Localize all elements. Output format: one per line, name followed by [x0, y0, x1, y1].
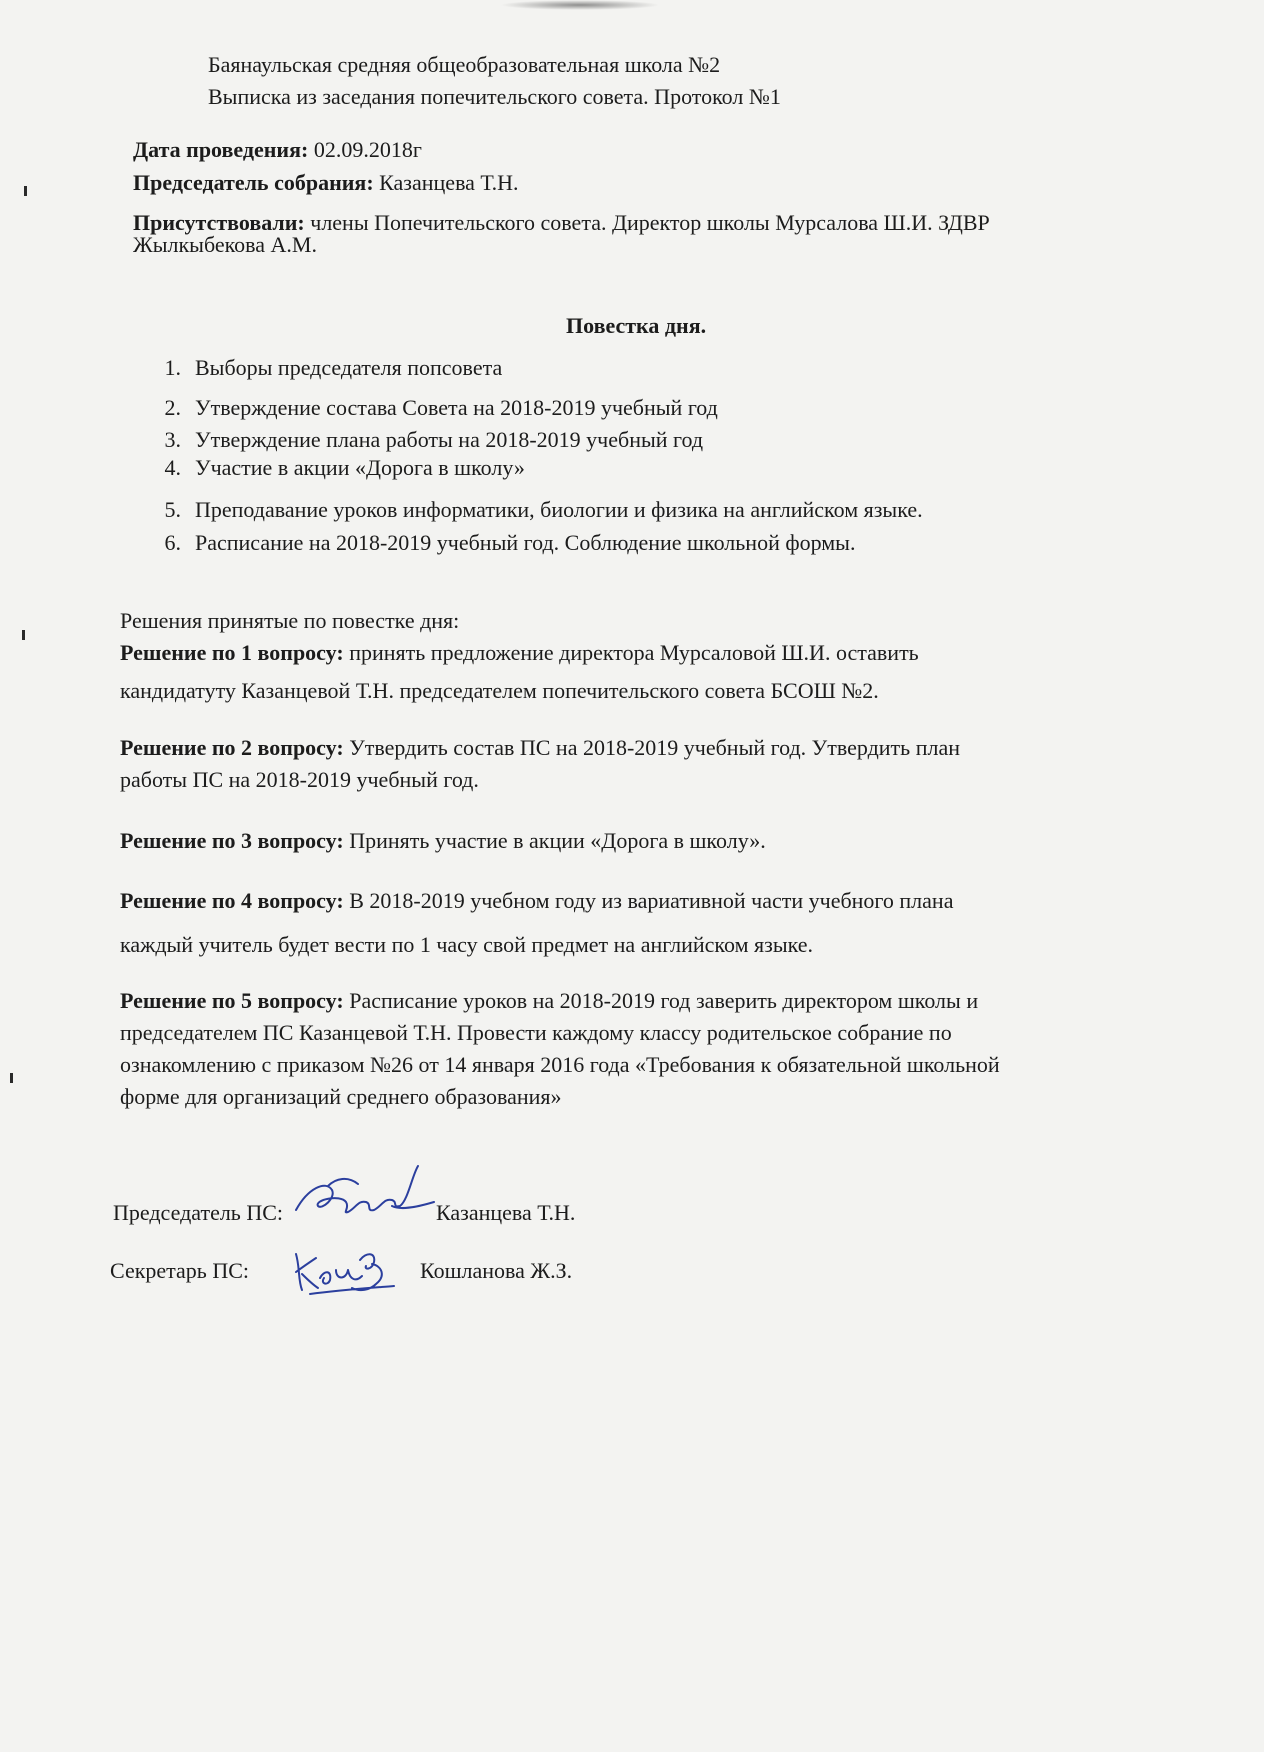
decision-5 [120, 988, 978, 1014]
date-label: Дата проведения: [133, 137, 309, 162]
decision-text: Принять участие в акции «Дорога в школу». [343, 828, 766, 853]
agenda-item-text: Утверждение состава Совета на 2018-2019 учебный год [195, 395, 718, 420]
decision-label: Решение по 1 вопросу: [120, 640, 344, 665]
decision-label: Решение по 5 вопросу: [120, 988, 344, 1013]
agenda-item-text: Участие в акции «Дорога в школу» [195, 455, 525, 480]
agenda-title: Повестка дня. [566, 313, 707, 338]
decision-label: Решение по 2 вопросу: [120, 735, 344, 760]
chair-name: Казанцева Т.Н. [436, 1200, 576, 1225]
agenda-item-number: 1. [164, 355, 181, 380]
meeting-date [133, 137, 422, 163]
chair-role: Председатель ПС: [113, 1200, 284, 1225]
date-value: 02.09.2018г [308, 137, 422, 162]
scan-mark [24, 186, 27, 196]
decision-text: Утвердить состав ПС на 2018-2019 учебный год. Утвердить план [343, 735, 960, 760]
agenda-item-number: 6. [164, 530, 181, 555]
decisions-intro: Решения принятые по повестке дня: [120, 608, 460, 633]
secretary-signature-image [290, 1240, 400, 1300]
secretary-role: Секретарь ПС: [110, 1258, 250, 1283]
secretary-name: Кошланова Ж.З. [420, 1258, 573, 1283]
agenda-item-text: Утверждение плана работы на 2018-2019 учебный год [195, 427, 704, 452]
present-label: Присутствовали: [133, 210, 305, 235]
decision-text: В 2018-2019 учебном году из вариативной части учебного плана [343, 888, 954, 913]
present-value: члены Попечительского совета. Директор школы Мурсалова Ш.И. ЗДВР [304, 210, 990, 235]
decision-5-continued: ознакомлению с приказом №26 от 14 января 2016 года «Требования к обязательной школьной [120, 1052, 1000, 1077]
chair-label: Председатель собрания: [133, 170, 374, 195]
agenda-item [145, 455, 525, 481]
decision-text: Расписание уроков на 2018-2019 год заверить директором школы и [343, 988, 979, 1013]
scan-mark [22, 630, 25, 640]
decision-2 [120, 735, 960, 761]
agenda-item [145, 497, 923, 523]
agenda-item-text: Расписание на 2018-2019 учебный год. Соблюдение школьной формы. [195, 530, 856, 555]
decision-1 [120, 640, 919, 666]
agenda-item-number: 3. [164, 427, 181, 452]
decision-text: принять предложение директора Мурсаловой Ш.И. оставить [343, 640, 919, 665]
decision-4 [120, 888, 953, 914]
decision-5-continued: председателем ПС Казанцевой Т.Н. Провести каждому классу родительское собрание по [120, 1020, 952, 1045]
chair-value: Казанцева Т.Н. [373, 170, 519, 195]
decision-5-continued: форме для организаций среднего образования» [120, 1084, 562, 1109]
agenda-item-number: 2. [164, 395, 181, 420]
scan-smudge [500, 0, 660, 10]
decision-4-continued: каждый учитель будет вести по 1 часу свой предмет на английском языке. [120, 932, 813, 957]
agenda-item-text: Преподавание уроков информатики, биологии и физика на английском языке. [195, 497, 923, 522]
agenda-item-number: 5. [164, 497, 181, 522]
attendees-continued: Жылкыбекова А.М. [133, 232, 317, 257]
school-name: Баянаульская средняя общеобразовательная школа №2 [208, 52, 721, 77]
agenda-item [145, 530, 855, 556]
agenda-item [145, 355, 502, 381]
decision-label: Решение по 4 вопросу: [120, 888, 344, 913]
agenda-item [145, 427, 703, 453]
decision-1-continued: кандидатуту Казанцевой Т.Н. председателем попечительского совета БСОШ №2. [120, 678, 879, 703]
document-title: Выписка из заседания попечительского совета. Протокол №1 [208, 84, 781, 109]
agenda-item-text: Выборы председателя попсовета [195, 355, 503, 380]
decision-3 [120, 828, 766, 854]
scan-mark [10, 1073, 13, 1083]
decision-2-continued: работы ПС на 2018-2019 учебный год. [120, 767, 479, 792]
agenda-item-number: 4. [164, 455, 181, 480]
meeting-chair [133, 170, 519, 196]
chair-signature-image [288, 1158, 438, 1238]
decision-label: Решение по 3 вопросу: [120, 828, 344, 853]
agenda-item [145, 395, 718, 421]
